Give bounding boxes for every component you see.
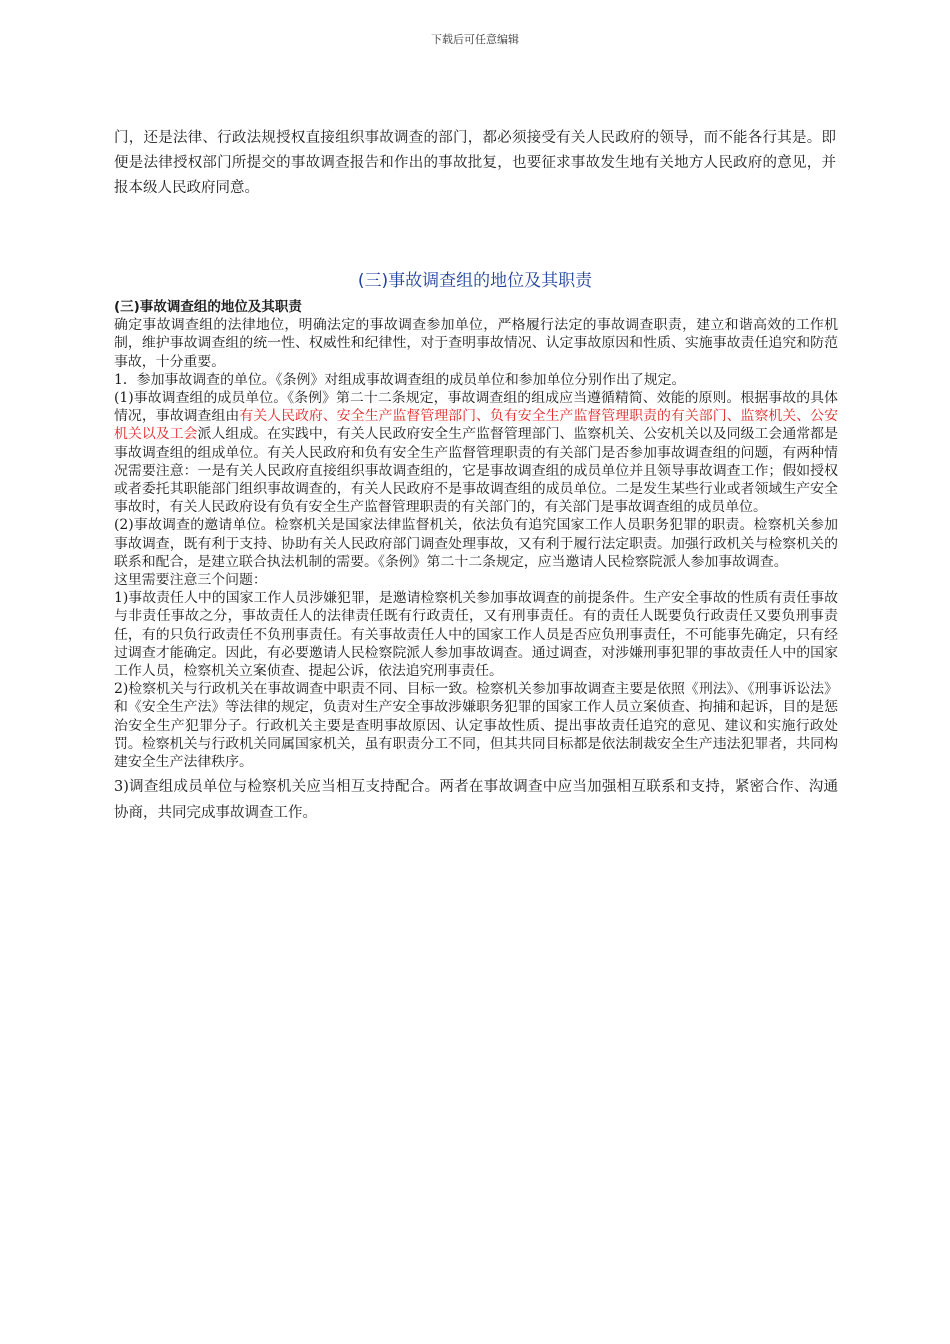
paragraph-2: 1．参加事故调查的单位。《条例》对组成事故调查组的成员单位和参加单位分别作出了规定。 xyxy=(114,371,686,388)
highlighted-members: 有关人民政府、安全生产监督管理部门、负有安全生产监督管理职责的有关部门、监察机关、公安机关以及工会 xyxy=(114,408,838,443)
paragraph-7: 2)检察机关与行政机关在事故调查中职责不同、目标一致。检察机关参加事故调查主要是依照《刑法》、《刑事诉讼法》和《安全生产法》等法律的规定，负责对生产安全事故涉嫌职务犯罪的国家工作人员立案侦查、拘捕和起诉，目的是惩治安全生产犯罪分子。行政机关主要是查明事故原因、认定事故性质、提出事故责任追究的意见、建议和实施行政处罚。检察机关与行政机关同属国家机关，虽有职责分工不同，但其共同目标都是依法制裁安全生产违法犯罪者，共同构建安全生产法律秩序。 xyxy=(114,681,838,771)
page-header: 下载后可任意编辑 xyxy=(431,33,519,46)
paragraph-4: (2)事故调查的邀请单位。检察机关是国家法律监督机关，依法负有追究国家工作人员职务犯罪的职责。检察机关参加事故调查，既有利于支持、协助有关人民政府部门调查处理事故，又有利于履行法定职责。加强行政机关与检察机关的联系和配合，是建立联合执法机制的需要。《条例》第二十二条规定，应当邀请人民检察院派人参加事故调查。 xyxy=(114,517,838,570)
paragraph-3-before: (1)事故调查组的成员单位。《条例》第二十二条规定，事故调查组的组成应当遵循精简、效能的原则。根据事故的具体情况，事故调查组由 xyxy=(114,390,838,425)
paragraph-1: 确定事故调查组的法律地位，明确法定的事故调查参加单位，严格履行法定的事故调查职责，建立和谐高效的工作机制，维护事故调查组的统一性、权威性和纪律性，对于查明事故情况、认定事故原因和性质、实施事故责任追究和防范事故，十分重要。 xyxy=(114,317,838,370)
section-title: (三)事故调查组的地位及其职责 xyxy=(357,271,593,291)
paragraph-3-after: 派人组成。在实践中，有关人民政府安全生产监督管理部门、监察机关、公安机关以及同级工会通常都是事故调查组的组成单位。有关人民政府和负有安全生产监督管理职责的有关部门是否参加事故调查组的问题，有两种情况需要注意：一是有关人民政府直接组织事故调查组的，它是事故调查组的成员单位并且领导事故调查工作；假如授权或者委托其职能部门组织事故调查的，有关人民政府不是事故调查组的成员单位。二是发生某些行业或者领域生产安全事故时，有关人民政府设有负有安全生产监督管理职责的有关部门的，有关部门是事故调查组的成员单位。 xyxy=(114,426,838,516)
intro-text: 门，还是法律、行政法规授权直接组织事故调查的部门，都必须接受有关人民政府的领导，而不能各行其是。即便是法律授权部门所提交的事故调查报告和作出的事故批复，也要征求事故发生地有关地方人民政府的意见，并报本级人民政府同意。 xyxy=(114,130,836,196)
paragraph-5: 这里需要注意三个问题： xyxy=(114,572,267,589)
section-body xyxy=(114,298,838,826)
paragraph-8: 3)调查组成员单位与检察机关应当相互支持配合。两者在事故调查中应当加强相互联系和支持，紧密合作、沟通协商，共同完成事故调查工作。 xyxy=(114,779,838,822)
intro-paragraph xyxy=(114,126,836,201)
paragraph-6: 1)事故责任人中的国家工作人员涉嫌犯罪，是邀请检察机关参加事故调查的前提条件。生产安全事故的性质有责任事故与非责任事故之分，事故责任人的法律责任既有行政责任，又有刑事责任。有的责任人既要负行政责任又要负刑事责任，有的只负行政责任不负刑事责任。有关事故责任人中的国家工作人员是否应负刑事责任，不可能事先确定，只有经过调查才能确定。因此，有必要邀请人民检察院派人参加事故调查。通过调查，对涉嫌刑事犯罪的事故责任人中的国家工作人员，检察机关立案侦查、提起公诉，依法追究刑事责任。 xyxy=(114,590,838,680)
paragraph-3 xyxy=(114,389,838,516)
section-subhead: (三)事故调查组的地位及其职责 xyxy=(114,299,302,315)
